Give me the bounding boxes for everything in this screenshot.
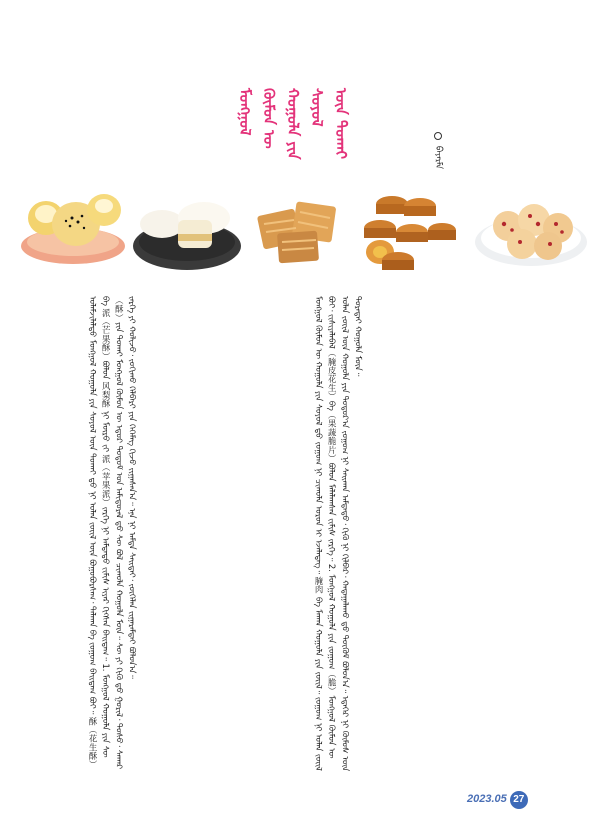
cranberry-biscuit-photo bbox=[472, 184, 590, 276]
circle-icon bbox=[434, 132, 442, 140]
title-line-3: ᠬᠣᠭᠣᠯᠠ ᠶᠢᠨ bbox=[284, 88, 302, 160]
body-column-b: ᠮᠣᠩᠭᠣᠯ ᠬᠦᠮᠦᠨ ᠦ ᠬᠣᠭᠣᠯᠠ ᠶᠢᠨ ᠰᠣᠶᠣᠯ ᠳ᠋ᠤ ᠵᠣᠭᠣᠭ ᠨᠢ ᠴᠢᠬᠤᠯᠠ ᠣᠷᠤᠨ ᠢ ᠡᠵᠡᠯᠡᠳᠡᠭ᠃ 腌肉 ᠪᠠ ᠮᠠᠬᠠᠨ ᠬᠣᠭᠣᠯᠠ ᠶᠢᠨ ᠵᠦᠢᠯ᠃ ᠵᠣᠭᠣᠭ ᠨᠢ ᠣᠯᠠᠨ ᠵᠦᠢᠯ ᠪᠤᠢ᠂ ᠵᠢᠱᠢᠶᠡᠯᠡᠪᠡᠯ（腌皮花生）ᠪᠠ（果蔬脆片）ᠪᠣᠯᠣᠨ ᠮᠠᠯᠠᠯᠠᠭᠰᠠᠨ ᠵᠢᠮᠢᠰ ᠵᠡᠷᠭᠡ᠃ 2. ᠮᠣᠩᠭᠣᠯ ᠬᠣᠭᠣᠯᠠ ᠶᠢᠨ ᠵᠣᠭᠣᠭ（脆）ᠮᠣᠩᠭᠣᠯ ᠬᠦᠮᠦᠨ ᠦ ᠣᠯᠠᠨ ᠵᠦᠢᠯ ᠦᠨ ᠬᠣᠭᠣᠯᠠ ᠶᠢᠨ ᠳᠣᠳᠣᠷ᠎ᠠ ᠵᠣᠭᠣᠭ ᠨᠢ ᠰᠠᠢᠬᠠᠨ ᠠᠮᠲᠠᠲᠤ᠂ ᠬᠢᠬᠦ ᠨᠢ ᠬᠢᠯᠪᠠᠷ᠂ ᠬᠠᠳᠠᠭᠠᠯᠠᠬᠤ ᠳ᠋ᠤ ᠳᠥᠭᠥᠮ ᠪᠣᠯᠣᠨ᠎ᠠ᠃ ᠡᠳᠡᠭᠡᠷ ᠨᠢ ᠬᠦᠮᠦᠰ ᠦᠨ ᠳᠤᠷᠠᠲᠠᠢ ᠬᠣᠭᠣᠯᠠ ᠮᠥᠨ᠃ bbox=[314, 296, 364, 772]
title-line-2: ᠬᠦᠮᠦᠨ ᠦ bbox=[260, 88, 278, 149]
mooncake-photo bbox=[350, 184, 462, 276]
footer bbox=[467, 791, 528, 809]
body-column-a: ᠤᠯᠠᠮᠵᠢᠯᠠᠯᠲᠤ ᠮᠣᠩᠭᠣᠯ ᠬᠣᠭᠣᠯᠠ ᠶᠢᠨ ᠰᠣᠶᠣᠯ ᠦᠨ ᠲᠤᠬᠠᠢ ᠳ᠋ᠤ ᠨᠢ ᠣᠯᠠᠨ ᠵᠦᠢᠯ ᠦᠨ ᠪᠣᠭᠣᠪᠣᠷᠰᠠᠭ᠂ ᠲᠠᠯᠬᠠᠨ ᠪᠠ ᠵᠣᠭᠣᠭ ᠪᠠᠢᠳᠠᠭ ᠪᠤᠢ᠃ 酥（花生酥）ᠪᠠ 派（芒果酥）ᠪᠣᠯᠣᠨ 风梨酥 ᠨᠢ ᠮᠥᠷᠥ ᠵᠢ 派（苹果派）ᠵᠡᠷᠭᠡ ᠨᠢ ᠠᠮᠲᠠᠲᠤ ᠵᠢᠮᠢᠰ ᠢᠶᠡᠷ ᠬᠢᠭᠰᠡᠨ ᠪᠠᠢᠳᠠᠭ᠃ 1. ᠮᠣᠩᠭᠣᠯ ᠬᠣᠭᠣᠯᠠ ᠶᠢᠨ ᠰᠦ（酥）ᠶᠢᠨ ᠲᠤᠬᠠᠢ ᠮᠣᠩᠭᠣᠯ ᠬᠦᠮᠦᠨ ᠦ ᠡᠳᠦᠷ ᠲᠤᠲᠤᠮ ᠤᠨ ᠠᠮᠢᠳᠤᠷᠠᠯ ᠳ᠋ᠤ ᠰᠦ ᠪᠣᠯ ᠴᠢᠬᠤᠯᠠ ᠬᠣᠭᠣᠯᠠ ᠮᠥᠨ᠃ ᠰᠦ ᠶᠢ ᠬᠢᠬᠦ ᠳ᠋ᠤ ᠭᠤᠷᠢᠯ᠂ ᠲᠣᠰᠣ᠂ ᠰᠠᠬᠠᠷ ᠵᠡᠷᠭᠡ ᠶᠢ ᠬᠣᠯᠢᠵᠤ᠂ ᠵᠣᠬᠢᠬᠤ ᠬᠡᠯᠪᠡᠷᠢ ᠶᠢᠨ ᠬᠡᠭᠡᠮᠡᠭ ᠬᠢᠵᠦ ᠵᠢᠭᠠᠰᠠᠨ᠎ᠠ᠃ ᠡᠨᠡ ᠨᠢ ᠠᠮᠲᠠ ᠰᠠᠢᠲᠠᠢ᠂ ᠵᠥᠭᠡᠯᠡᠨ ᠵᠢᠭᠠᠷᠠᠮᠲᠠᠢ ᠪᠣᠯᠣᠨ᠎ᠠ᠃ bbox=[88, 296, 138, 770]
author-name: ᠪᠠᠶᠠᠷᠮᠠ bbox=[433, 145, 443, 170]
author bbox=[430, 132, 446, 169]
egg-yolk-pastry-photo bbox=[18, 184, 128, 276]
title-line-4: ᠰᠣᠶᠣᠯ bbox=[308, 88, 326, 127]
page-number: 27 bbox=[510, 791, 528, 809]
crispy-strips-photo bbox=[250, 184, 350, 276]
white-bun-photo bbox=[128, 184, 246, 276]
pastry-photo-strip bbox=[18, 184, 590, 276]
title-line-5: ᠦᠨ ᠲᠤᠬᠠᠢ bbox=[332, 88, 350, 159]
issue-date: 2023.05 bbox=[467, 793, 507, 805]
title-line-1: ᠮᠣᠩᠭᠣᠯ bbox=[236, 88, 254, 136]
